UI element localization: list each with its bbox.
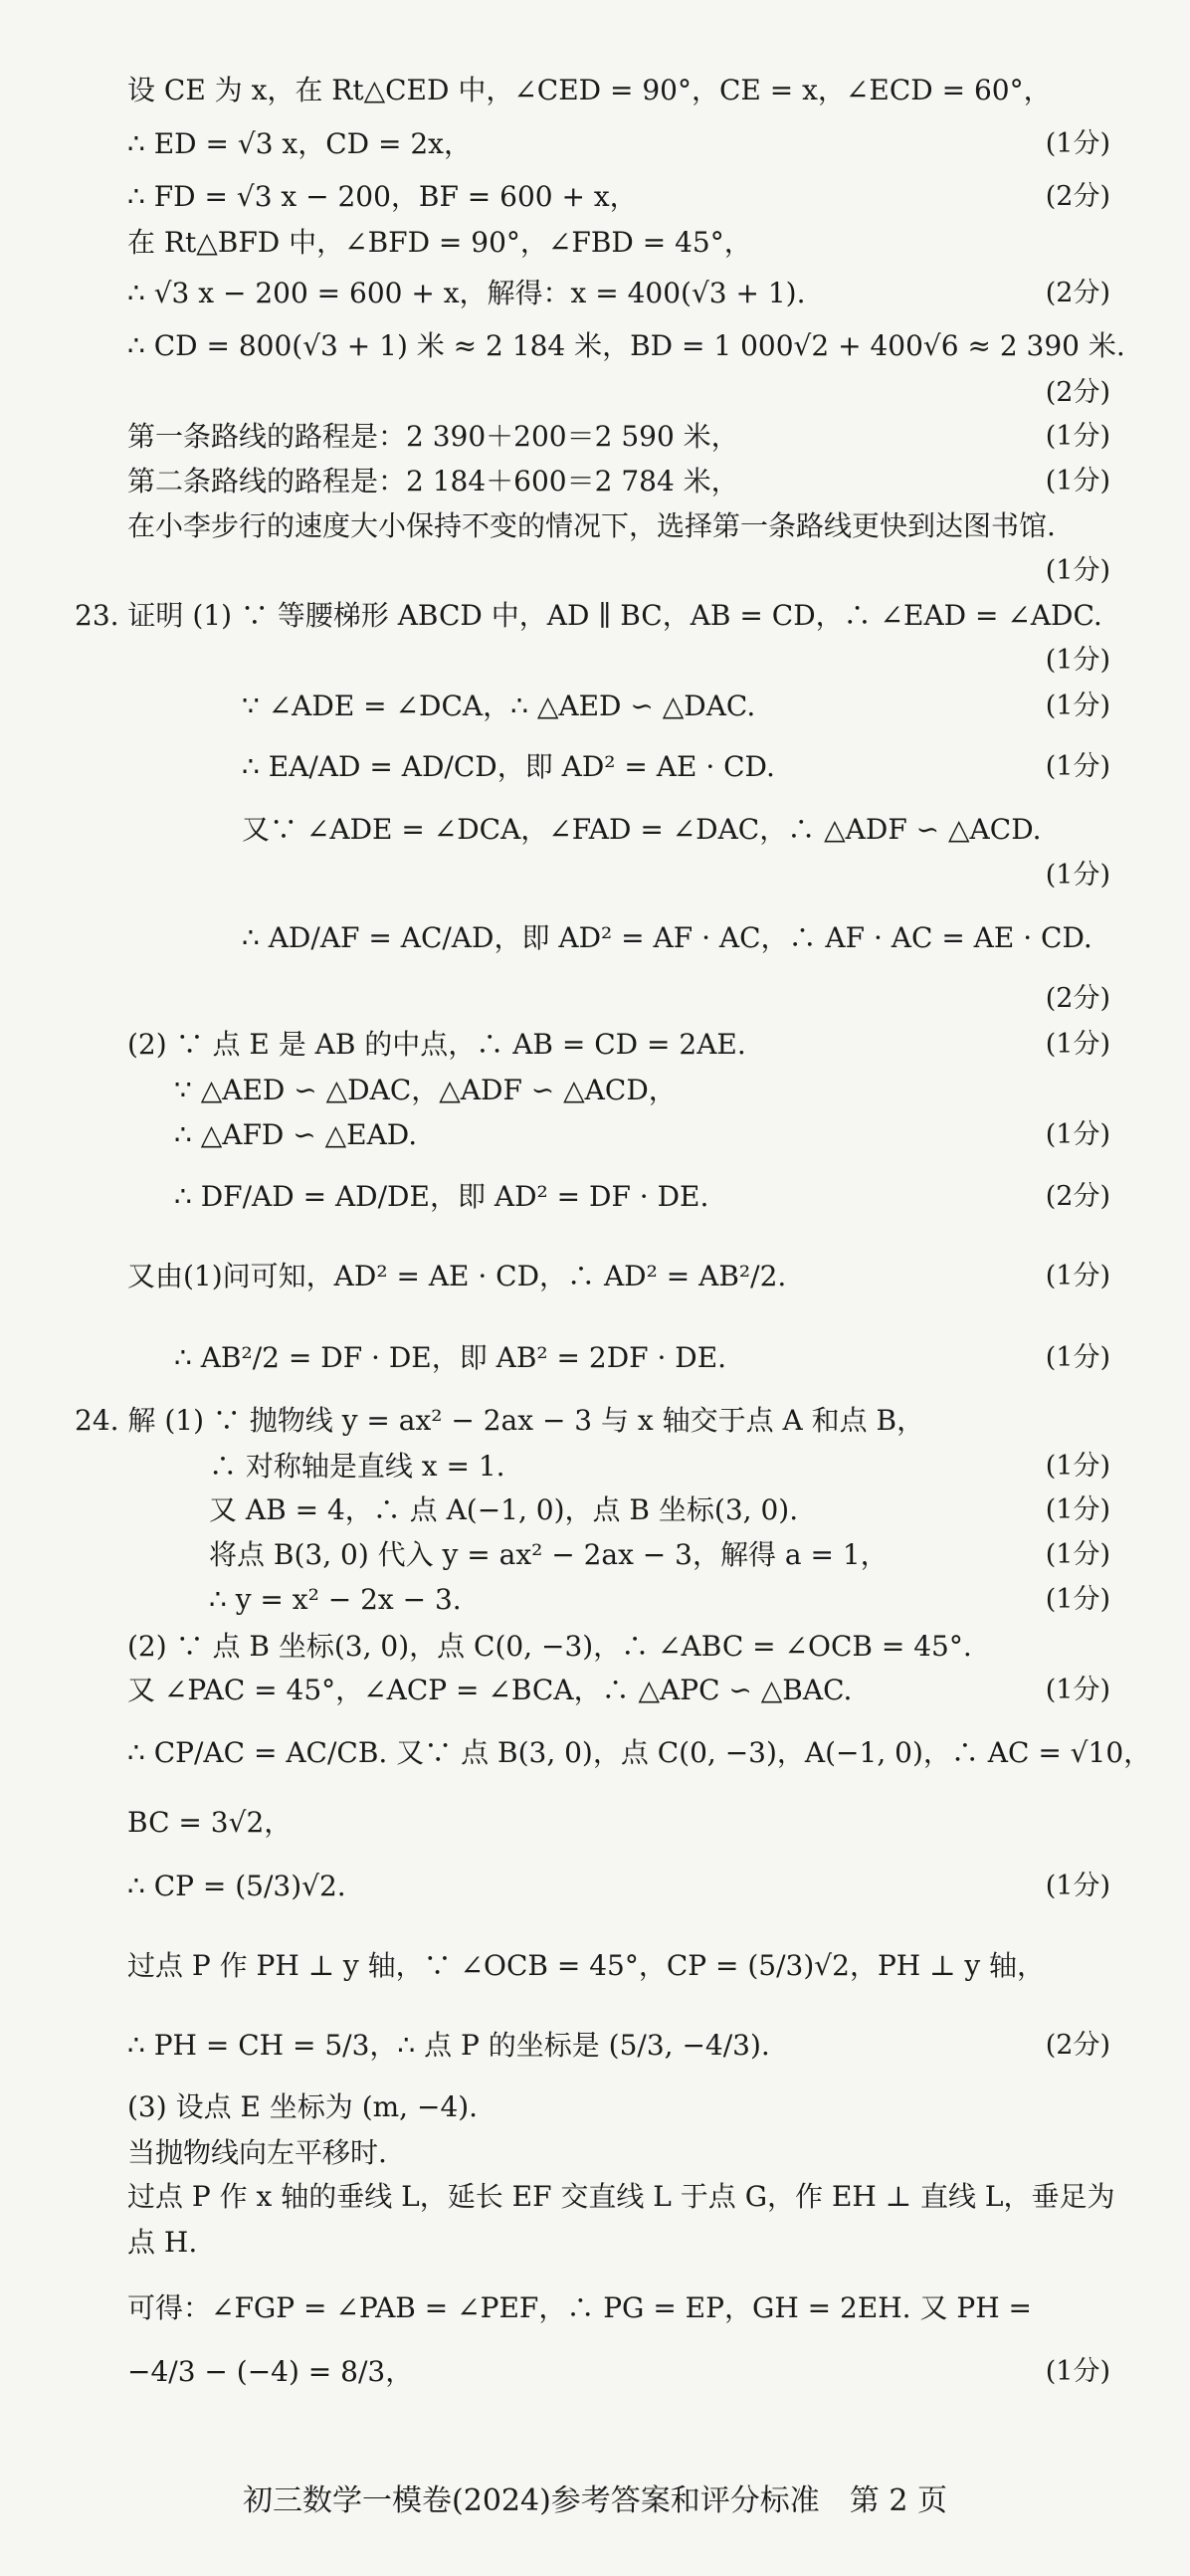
score-label: (2分) <box>1045 181 1110 212</box>
text-line: 设 CE 为 x，在 Rt△CED 中，∠CED = 90°，CE = x，∠ECD = 60°， <box>127 74 1052 106</box>
text-line: 又 ∠PAC = 45°，∠ACP = ∠BCA，∴ △APC ∽ △BAC. <box>127 1674 853 1706</box>
score-label: (1分) <box>1045 555 1110 586</box>
text-line: 当抛物线向左平移时. <box>127 2136 387 2169</box>
text-line: ∵ △AED ∽ △DAC，△ADF ∽ △ACD， <box>174 1074 677 1106</box>
score-label: (1分) <box>1045 421 1110 452</box>
text-line: 过点 P 作 x 轴的垂线 L，延长 EF 交直线 L 于点 G，作 EH ⊥ 直线 L，垂足为 <box>127 2180 1115 2213</box>
text-line: 第一条路线的路程是：2 390＋200＝2 590 米， <box>127 420 739 453</box>
score-label: (1分) <box>1045 1584 1110 1615</box>
text-line: ∴ AD/AF = AC/AD，即 AD² = AF · AC，∴ AF · AC = AE · CD. <box>242 921 1092 954</box>
text-line: 过点 P 作 PH ⊥ y 轴，∵ ∠OCB = 45°，CP = (5/3)√2，PH ⊥ y 轴， <box>127 1949 1046 1982</box>
text-line: ∴ EA/AD = AD/CD，即 AD² = AE · CD. <box>242 750 775 783</box>
score-label: (1分) <box>1045 645 1110 676</box>
text-line: ∴ FD = √3 x − 200，BF = 600 + x， <box>127 180 638 213</box>
text-line: 可得：∠FGP = ∠PAB = ∠PEF，∴ PG = EP，GH = 2EH. 又 PH = <box>127 2291 1033 2324</box>
score-label: (2分) <box>1045 2030 1110 2061</box>
text-line: −4/3 − (−4) = 8/3， <box>127 2355 414 2388</box>
score-label: (1分) <box>1045 751 1110 782</box>
score-label: (1分) <box>1045 1494 1110 1525</box>
score-label: (2分) <box>1045 278 1110 308</box>
text-line: ∴ △AFD ∽ △EAD. <box>174 1118 418 1151</box>
score-label: (2分) <box>1045 1181 1110 1212</box>
score-label: (1分) <box>1045 128 1110 159</box>
text-line: ∴ y = x² − 2x − 3. <box>209 1583 462 1616</box>
score-label: (1分) <box>1045 466 1110 496</box>
text-line: (3) 设点 E 坐标为 (m, −4). <box>127 2090 479 2123</box>
page-footer: 初三数学一模卷(2024)参考答案和评分标准 第 2 页 <box>243 2483 947 2518</box>
text-line: 第二条路线的路程是：2 184＋600＝2 784 米， <box>127 465 739 497</box>
score-label: (1分) <box>1045 860 1110 891</box>
text-line: ∴ ED = √3 x，CD = 2x， <box>127 127 472 160</box>
text-line: 23. 证明 (1) ∵ 等腰梯形 ABCD 中，AD ∥ BC，AB = CD，∴ ∠EAD = ∠ADC. <box>75 599 1102 632</box>
score-label: (1分) <box>1045 1342 1110 1373</box>
text-line: 点 H. <box>127 2226 198 2259</box>
text-line: ∴ AB²/2 = DF · DE，即 AB² = 2DF · DE. <box>174 1341 727 1374</box>
text-line: ∴ √3 x − 200 = 600 + x，解得：x = 400(√3 + 1). <box>127 277 806 309</box>
text-line: 又 AB = 4，∴ 点 A(−1, 0)，点 B 坐标(3, 0). <box>209 1493 799 1526</box>
text-line: ∴ CP/AC = AC/CB. 又∵ 点 B(3, 0)，点 C(0, −3)，A(−1, 0)，∴ AC = √10， <box>127 1736 1152 1769</box>
text-line: ∴ CP = (5/3)√2. <box>127 1870 346 1902</box>
text-line: 又由(1)问可知，AD² = AE · CD，∴ AD² = AB²/2. <box>127 1260 787 1292</box>
text-line: ∴ CD = 800(√3 + 1) 米 ≈ 2 184 米，BD = 1 000√2 + 400√6 ≈ 2 390 米. <box>127 329 1125 362</box>
score-label: (1分) <box>1045 1539 1110 1570</box>
text-line: (2) ∵ 点 E 是 AB 的中点，∴ AB = CD = 2AE. <box>127 1028 746 1061</box>
score-label: (1分) <box>1045 1451 1110 1482</box>
text-line: BC = 3√2， <box>127 1806 293 1839</box>
text-line: 在小李步行的速度大小保持不变的情况下，选择第一条路线更快到达图书馆. <box>127 509 1056 542</box>
score-label: (2分) <box>1045 377 1110 408</box>
score-label: (1分) <box>1045 1871 1110 1901</box>
score-label: (2分) <box>1045 983 1110 1014</box>
score-label: (1分) <box>1045 1119 1110 1150</box>
score-label: (1分) <box>1045 1029 1110 1060</box>
text-line: (2) ∵ 点 B 坐标(3, 0)，点 C(0, −3)，∴ ∠ABC = ∠OCB = 45°. <box>127 1630 972 1663</box>
text-line: ∴ DF/AD = AD/DE，即 AD² = DF · DE. <box>174 1180 709 1213</box>
score-label: (1分) <box>1045 691 1110 721</box>
text-line: 将点 B(3, 0) 代入 y = ax² − 2ax − 3，解得 a = 1， <box>209 1538 889 1571</box>
text-line: 在 Rt△BFD 中，∠BFD = 90°，∠FBD = 45°， <box>127 226 752 259</box>
score-label: (1分) <box>1045 1261 1110 1291</box>
text-line: 24. 解 (1) ∵ 抛物线 y = ax² − 2ax − 3 与 x 轴交于点 A 和点 B， <box>75 1404 925 1437</box>
text-line: ∵ ∠ADE = ∠DCA，∴ △AED ∽ △DAC. <box>242 690 756 722</box>
text-line: ∴ 对称轴是直线 x = 1. <box>209 1450 505 1483</box>
score-label: (1分) <box>1045 2356 1110 2387</box>
text-line: ∴ PH = CH = 5/3，∴ 点 P 的坐标是 (5/3, −4/3). <box>127 2029 770 2062</box>
score-label: (1分) <box>1045 1675 1110 1705</box>
text-line: 又∵ ∠ADE = ∠DCA，∠FAD = ∠DAC，∴ △ADF ∽ △ACD. <box>242 813 1042 846</box>
